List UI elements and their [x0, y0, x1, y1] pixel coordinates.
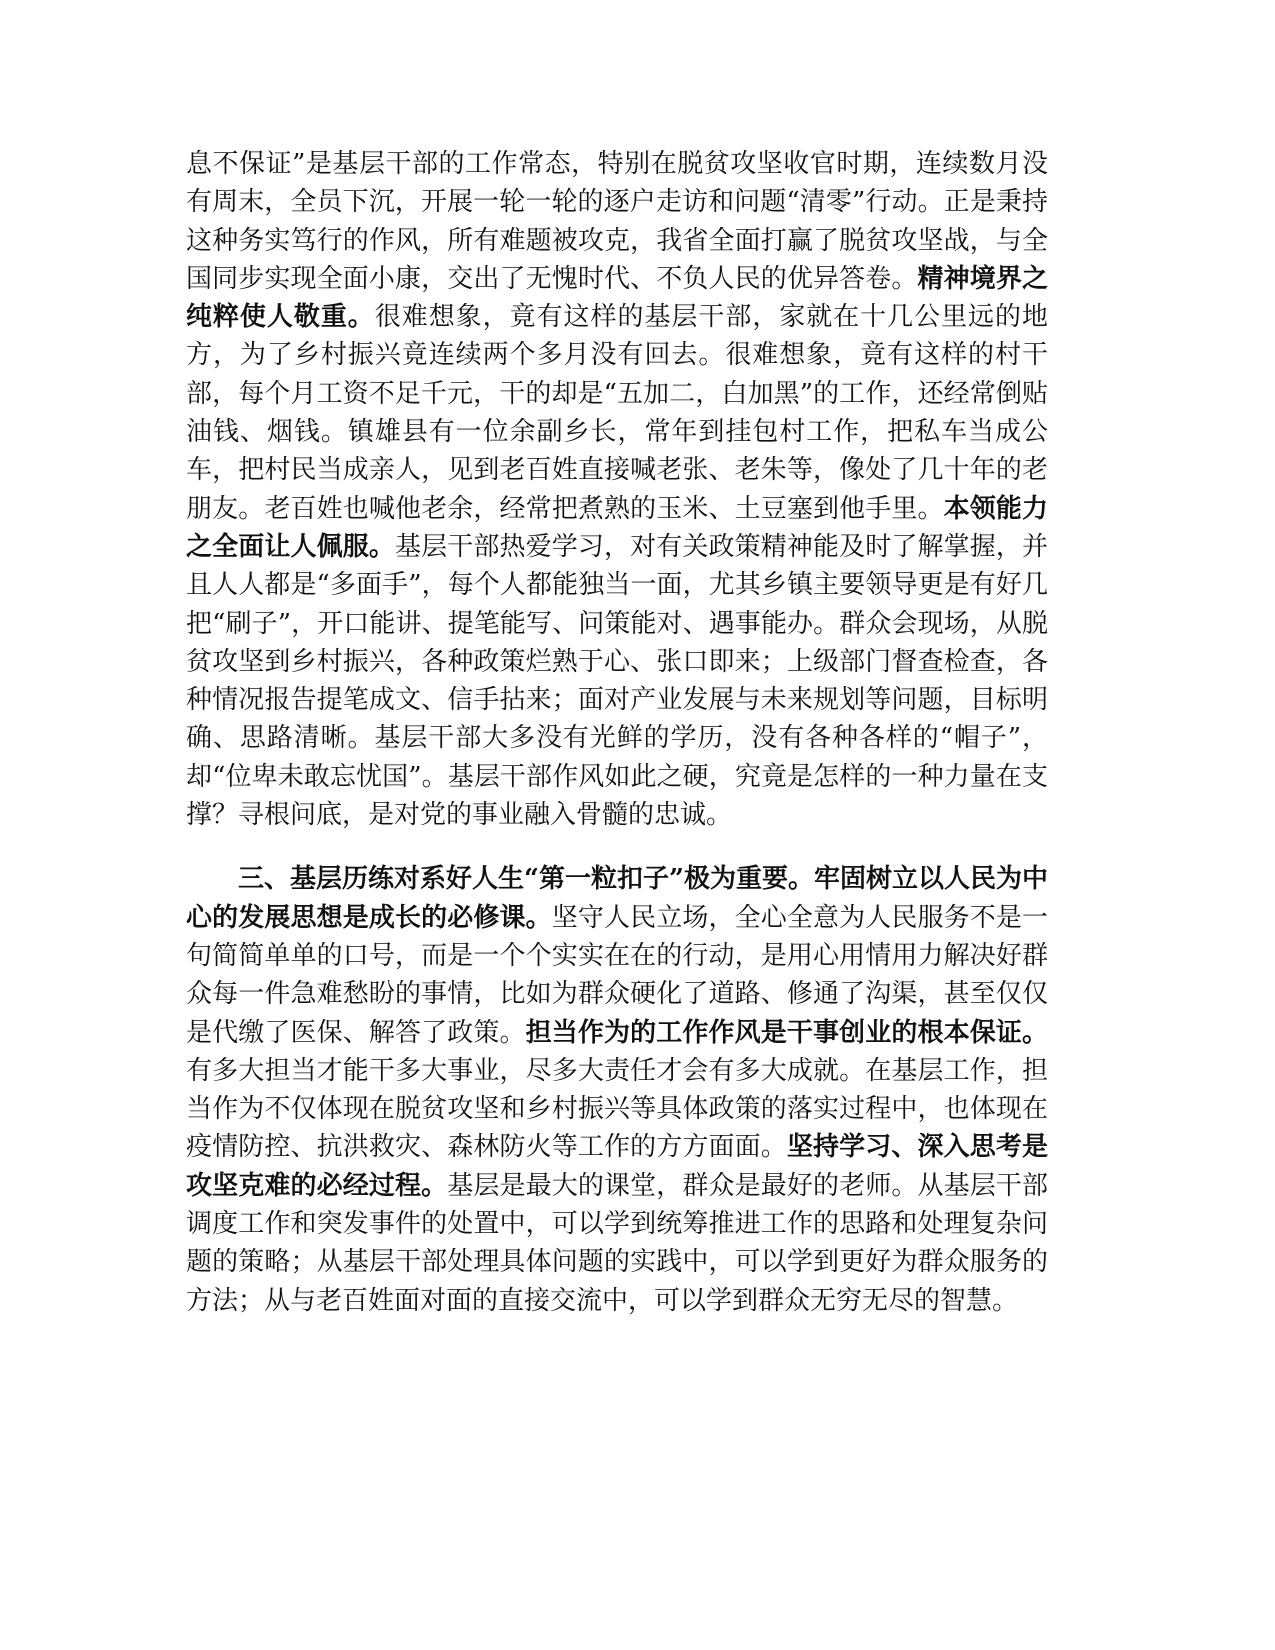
paragraph-2-text-2: 有多大担当才能干多大事业，尽多大责任才会有多大成就。在基层工作，担当作为不仅体现在脱贫攻坚和乡村振兴等具体政策的落实过程中，也体现在疫情防控、抗洪救灾、森林防火等工作的方方面面。	[186, 1055, 1048, 1163]
paragraph-1	[186, 145, 1048, 834]
paragraph-1-bold-heading-2: 本领能力之全面让人佩服。	[186, 493, 1048, 562]
paragraph-2-text-1: 坚守人民立场，全心全意为人民服务不是一句简简单单的口号，而是一个个实实在在的行动，是用心用情用力解决好群众每一件急难愁盼的事情，比如为群众硬化了道路、修通了沟渠，甚至仅仅是代缴了医保、解答了政策。	[186, 902, 1048, 1048]
paragraph-1-text-1: 息不保证”是基层干部的工作常态，特别在脱贫攻坚收官时期，连续数月没有周末，全员下沉，开展一轮一轮的逐户走访和问题“清零”行动。正是秉持这种务实笃行的作风，所有难题被攻克，我省全面打赢了脱贫攻坚战，与全国同步实现全面小康，交出了无愧时代、不负人民的优异答卷。	[186, 149, 1048, 294]
paragraph-2-section-heading: 三、基层历练对系好人生“第一粒扣子”极为重要。牢固树立以人民为中心的发展思想是成长的必修课。	[186, 864, 1048, 933]
document-page	[186, 145, 1048, 1320]
paragraph-1-text-2: 很难想象，竟有这样的基层干部，家就在十几公里远的地方，为了乡村振兴竟连续两个多月没有回去。很难想象，竟有这样的村干部，每个月工资不足千元，干的却是“五加二，白加黑”的工作，还经常倒贴油钱、烟钱。镇雄县有一位余副乡长，常年到挂包村工作，把私车当成公车，把村民当成亲人，见到老百姓直接喊老张、老朱等，像处了几十年的老朋友。老百姓也喊他老余，经常把煮熟的玉米、土豆塞到他手里。	[186, 302, 1048, 524]
paragraph-2-text-3: 基层是最大的课堂，群众是最好的老师。从基层干部调度工作和突发事件的处置中，可以学到统筹推进工作的思路和处理复杂问题的策略；从基层干部处理具体问题的实践中，可以学到更好为群众服务的方法；从与老百姓面对面的直接交流中，可以学到群众无穷无尽的智慧。	[186, 1170, 1048, 1316]
paragraph-2-bold-heading-1: 担当作为的工作作风是干事创业的根本保证。	[525, 1017, 1048, 1048]
paragraph-2	[186, 860, 1048, 1320]
paragraph-1-text-3: 基层干部热爱学习，对有关政策精神能及时了解掌握，并且人人都是“多面手”，每个人都能独当一面，尤其乡镇主要领导更是有好几把“刷子”，开口能讲、提笔能写、问策能对、遇事能办。群众会现场，从脱贫攻坚到乡村振兴，各种政策烂熟于心、张口即来；上级部门督查检查，各种情况报告提笔成文、信手拈来；面对产业发展与未来规划等问题，目标明确、思路清晰。基层干部大多没有光鲜的学历，没有各种各样的“帽子”，却“位卑未敢忘忧国”。基层干部作风如此之硬，究竟是怎样的一种力量在支撑？寻根问底，是对党的事业融入骨髓的忠诚。	[186, 531, 1048, 831]
paragraph-1-bold-heading-1: 精神境界之纯粹使人敬重。	[186, 263, 1048, 333]
paragraph-2-bold-heading-2: 坚持学习、深入思考是攻坚克难的必经过程。	[186, 1132, 1048, 1201]
